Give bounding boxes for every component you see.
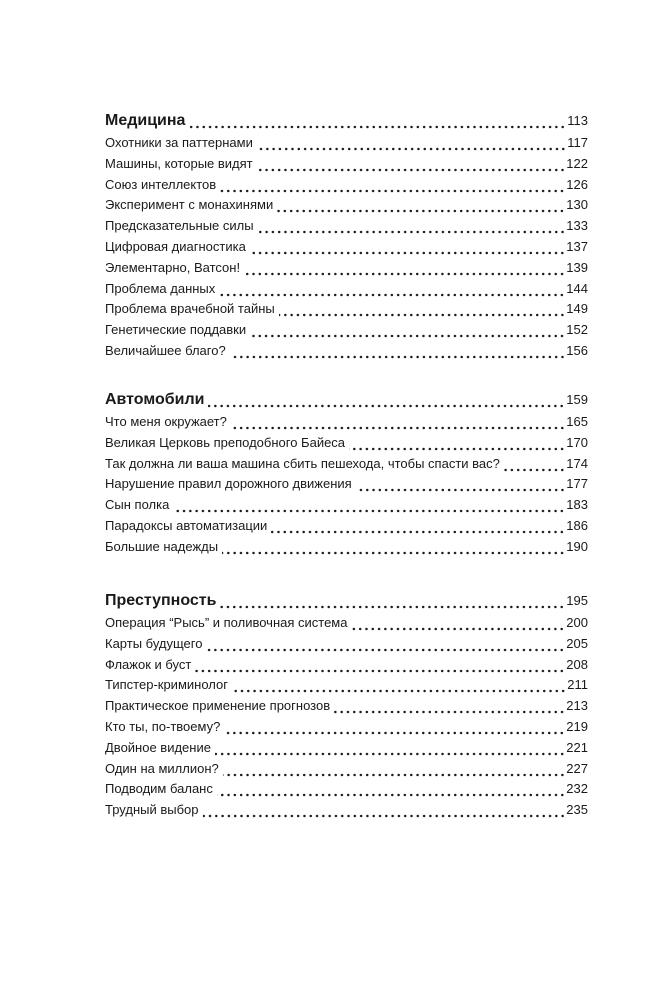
toc-title: Операция “Рысь” и поливочная система bbox=[105, 615, 348, 630]
toc-title: Нарушение правил дорожного движения bbox=[105, 476, 352, 492]
toc-page-number: 113 bbox=[567, 113, 588, 128]
toc-page-number: 186 bbox=[566, 517, 588, 533]
toc-page-number: 211 bbox=[567, 677, 588, 693]
toc-title: Медицина bbox=[105, 112, 186, 129]
toc-section-crime bbox=[105, 588, 588, 821]
toc-page-number: 122 bbox=[566, 155, 588, 171]
toc-title: Эксперимент с монахинями bbox=[105, 197, 274, 213]
dot-leader bbox=[250, 237, 565, 258]
toc-entry[interactable] bbox=[105, 717, 588, 738]
toc-entry[interactable] bbox=[105, 696, 588, 717]
toc-page-number: 219 bbox=[566, 718, 588, 734]
toc-page-number: 170 bbox=[566, 434, 588, 450]
dot-leader bbox=[504, 454, 565, 475]
toc-title: Проблема данных bbox=[105, 280, 216, 296]
toc-title: Сын полка bbox=[105, 497, 170, 513]
toc-entry[interactable] bbox=[105, 341, 588, 362]
toc-title: Типстер-криминолог bbox=[105, 677, 228, 693]
toc-page-number: 133 bbox=[566, 218, 588, 234]
toc-entry[interactable] bbox=[105, 175, 588, 196]
toc-entry[interactable] bbox=[105, 537, 588, 558]
toc-title: Что меня окружает? bbox=[105, 414, 227, 429]
toc-page-number: 117 bbox=[567, 135, 588, 150]
toc-entry[interactable] bbox=[105, 516, 588, 537]
toc-page-number: 227 bbox=[566, 760, 588, 776]
dot-leader bbox=[231, 412, 565, 433]
toc-title: Практическое применение прогнозов bbox=[105, 698, 331, 714]
toc-page-number: 174 bbox=[566, 455, 588, 471]
toc-page-number: 232 bbox=[566, 781, 588, 797]
toc-title: Трудный выбор bbox=[105, 802, 199, 818]
toc-title: Карты будущего bbox=[105, 635, 203, 651]
toc-title: Большие надежды bbox=[105, 538, 219, 554]
toc-title: Элементарно, Ватсон! bbox=[105, 259, 241, 275]
toc-title: Двойное видение bbox=[105, 739, 211, 755]
toc-entry[interactable] bbox=[105, 613, 588, 634]
toc-entry[interactable] bbox=[105, 779, 588, 800]
toc-title: Подводим баланс bbox=[105, 781, 213, 797]
toc-page-number: 208 bbox=[566, 656, 588, 672]
toc-entry[interactable] bbox=[105, 738, 588, 759]
toc-title: Охотники за паттернами bbox=[105, 135, 253, 150]
toc-title: Великая Церковь преподобного Байеса bbox=[105, 434, 346, 450]
toc-title: Преступность bbox=[105, 592, 217, 609]
toc-title: Союз интеллектов bbox=[105, 176, 217, 192]
toc-section-heading[interactable] bbox=[105, 108, 588, 134]
toc-entry[interactable] bbox=[105, 299, 588, 320]
toc-page-number: 195 bbox=[566, 593, 588, 608]
dot-leader bbox=[189, 108, 566, 134]
toc-section-medicine bbox=[105, 108, 588, 362]
toc-page-number: 177 bbox=[566, 476, 588, 492]
toc-page-number: 130 bbox=[566, 197, 588, 213]
toc-entry[interactable] bbox=[105, 474, 588, 495]
toc-page-number: 159 bbox=[566, 392, 588, 407]
toc-page-number: 126 bbox=[566, 176, 588, 192]
toc-page-number: 213 bbox=[566, 698, 588, 714]
dot-leader bbox=[257, 154, 566, 175]
dot-leader bbox=[277, 195, 565, 216]
toc-page-number: 152 bbox=[566, 322, 588, 338]
toc-title: Кто ты, по-твоему? bbox=[105, 718, 221, 734]
toc-entry[interactable] bbox=[105, 258, 588, 279]
dot-leader bbox=[203, 800, 566, 821]
toc-section-cars bbox=[105, 387, 588, 558]
toc-title: Предсказательные силы bbox=[105, 218, 254, 234]
toc-title: Машины, которые видят bbox=[105, 155, 253, 171]
toc-entry[interactable] bbox=[105, 655, 588, 676]
toc-entry[interactable] bbox=[105, 759, 588, 780]
toc-entry[interactable] bbox=[105, 412, 588, 433]
toc-entry[interactable] bbox=[105, 279, 588, 300]
toc-title: Цифровая диагностика bbox=[105, 238, 246, 254]
dot-leader bbox=[230, 341, 566, 362]
dot-leader bbox=[232, 675, 566, 696]
toc-title: Флажок и буст bbox=[105, 656, 192, 672]
toc-page-number: 221 bbox=[566, 739, 588, 755]
dot-leader bbox=[271, 516, 565, 537]
toc-page-number: 235 bbox=[566, 802, 588, 818]
dot-leader bbox=[173, 495, 565, 516]
dot-leader bbox=[206, 634, 565, 655]
dot-leader bbox=[349, 433, 565, 454]
toc-page-number: 144 bbox=[566, 280, 588, 296]
toc-page-number: 137 bbox=[566, 238, 588, 254]
toc-entry[interactable] bbox=[105, 320, 588, 341]
toc-entry[interactable] bbox=[105, 195, 588, 216]
dot-leader bbox=[215, 738, 565, 759]
dot-leader bbox=[223, 759, 566, 780]
toc-entry[interactable] bbox=[105, 154, 588, 175]
toc-page-number: 183 bbox=[566, 497, 588, 513]
toc-title: Парадоксы автоматизации bbox=[105, 517, 268, 533]
dot-leader bbox=[224, 717, 565, 738]
toc-page-number: 139 bbox=[566, 259, 588, 275]
toc-title: Так должна ли ваша машина сбить пешехода, чтобы спасти вас? bbox=[105, 455, 500, 471]
toc-page-number: 165 bbox=[566, 414, 588, 429]
toc-page-number: 156 bbox=[566, 342, 588, 358]
dot-leader bbox=[195, 655, 565, 676]
toc-entry[interactable] bbox=[105, 675, 588, 696]
toc-entry[interactable] bbox=[105, 800, 588, 821]
toc-section-heading[interactable] bbox=[105, 387, 588, 413]
toc-page-number: 149 bbox=[566, 301, 588, 317]
toc-page-number: 205 bbox=[566, 635, 588, 651]
toc-entry[interactable] bbox=[105, 216, 588, 237]
dot-leader bbox=[217, 779, 565, 800]
dot-leader bbox=[222, 537, 565, 558]
toc-entry[interactable] bbox=[105, 634, 588, 655]
dot-leader bbox=[208, 387, 565, 413]
dot-leader bbox=[258, 216, 566, 237]
toc-title: Проблема врачебной тайны bbox=[105, 301, 275, 317]
toc-entry[interactable] bbox=[105, 237, 588, 258]
toc-title: Один на миллион? bbox=[105, 760, 219, 776]
dot-leader bbox=[351, 613, 565, 634]
dot-leader bbox=[220, 175, 565, 196]
toc-section-heading[interactable] bbox=[105, 588, 588, 614]
toc-entry[interactable] bbox=[105, 495, 588, 516]
toc-entry[interactable] bbox=[105, 133, 588, 154]
toc-entry[interactable] bbox=[105, 433, 588, 454]
toc-page-number: 190 bbox=[566, 538, 588, 554]
dot-leader bbox=[244, 258, 565, 279]
dot-leader bbox=[334, 696, 565, 717]
dot-leader bbox=[279, 299, 566, 320]
toc-page-number: 200 bbox=[566, 615, 588, 630]
toc-title: Величайшее благо? bbox=[105, 342, 226, 358]
toc-entry[interactable] bbox=[105, 454, 588, 475]
toc-title: Генетические поддавки bbox=[105, 322, 247, 338]
dot-leader bbox=[250, 320, 565, 341]
dot-leader bbox=[219, 279, 565, 300]
dot-leader bbox=[220, 588, 565, 614]
dot-leader bbox=[257, 133, 566, 154]
toc-title: Автомобили bbox=[105, 391, 205, 408]
dot-leader bbox=[356, 474, 566, 495]
